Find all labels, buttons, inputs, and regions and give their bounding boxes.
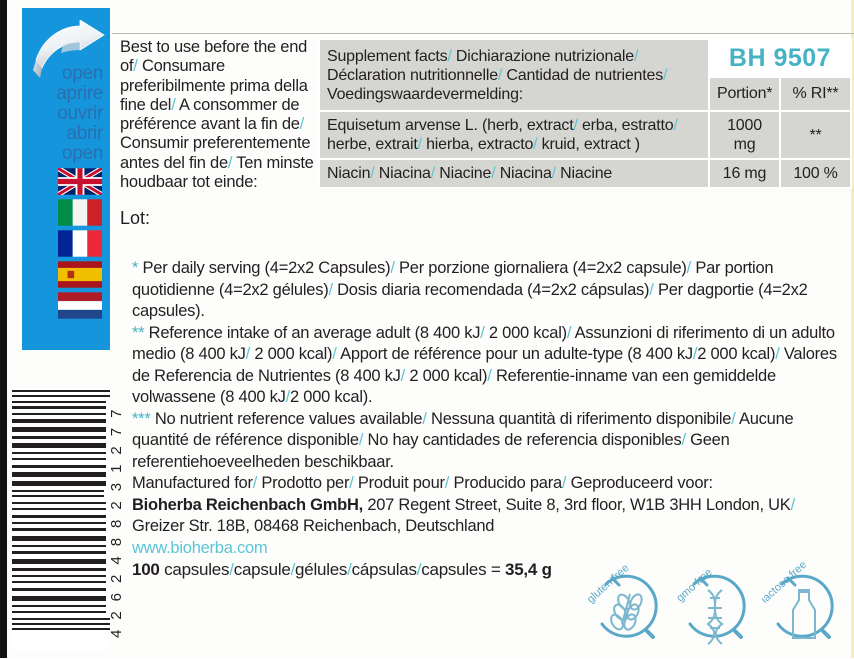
address-uk: 207 Regent Street, Suite 8, 3rd floor, W1B 3HH London, UK/ <box>367 495 795 514</box>
gmo-free-label: gmo free <box>674 566 715 605</box>
facts-header-title: Supplement facts/ Dichiarazione nutrizionale/ Déclaration nutritionnelle/ Cantidad de nutrientes/ Voedingswaardevermelding: <box>319 39 709 111</box>
ingredient-ri: 100 % <box>780 159 851 188</box>
flag-italy <box>58 199 102 226</box>
open-word-nl: open <box>61 143 103 164</box>
ingredient-name: Niacin/ Niacina/ Niacine/ Niacina/ Niacine <box>319 159 709 188</box>
product-code-cell <box>709 39 851 77</box>
barcode-image <box>12 388 110 650</box>
lactose-free-badge <box>762 562 846 654</box>
company-name: Bioherba Reichenbach GmbH, <box>132 495 363 514</box>
language-flags <box>50 168 102 323</box>
website-url[interactable]: www.bioherba.com <box>132 538 268 557</box>
gluten-free-badge <box>586 562 670 654</box>
flag-netherlands <box>58 292 102 319</box>
certification-badges <box>586 562 850 654</box>
footnote-two-star: ** Reference intake of an average adult (8 400 kJ/ 2 000 kcal)/ Assunzioni di riferimento di un adulto medio (8 400 kJ/ 2 000 kcal)/ Apport de référence pour un adulte-type (8 400 kJ/2 000 kcal)/ Valores de Referencia de Nutrientes (8 400 kJ/ 2 000 kcal)/ Referentie-inname van een gemiddelde volwassene (8 400 kJ/2 000 kcal). <box>132 323 837 406</box>
open-word-it: aprire <box>56 83 103 104</box>
net-weight: 35,4 g <box>505 560 552 579</box>
manufacturer-label: Manufactured for/ Prodotto per/ Produit pour/ Producido para/ Geproduceerd voor: <box>132 474 713 492</box>
ingredient-portion: 1000 mg <box>709 111 780 159</box>
manufacturer-address <box>132 495 848 517</box>
supplement-facts-table <box>318 38 852 189</box>
open-word-en: open <box>61 63 103 84</box>
footnotes-block <box>132 258 848 581</box>
address-de: Greizer Str. 18B, 08468 Reichenbach, Deutschland <box>132 517 495 535</box>
barcode-number: 4262488231277 <box>108 399 125 639</box>
footnote-one-star: * Per daily serving (4=2x2 Capsules)/ Per porzione giornaliera (4=2x2 capsule)/ Par portion quotidienne (4=2x2 gélules)/ Dosis diaria recomendada (4=2x2 cápsulas)/ Per dagportie (4=2x2 capsules). <box>132 259 808 320</box>
ingredient-name: Equisetum arvense L. (herb, extract/ erba, estratto/ herbe, extrait/ hierba, extracto/ kruid, extract ) <box>319 111 709 159</box>
capsule-count: 100 <box>132 560 160 579</box>
flag-spain <box>58 261 102 288</box>
ingredient-ri: ** <box>780 111 851 159</box>
table-header-row <box>319 39 851 77</box>
flag-uk <box>58 168 102 195</box>
table-row <box>319 111 851 159</box>
website-link[interactable] <box>132 538 848 560</box>
lot-label: Lot: <box>120 208 151 228</box>
gluten-free-label: gluten free <box>586 562 632 606</box>
footnote-three-star: *** No nutrient reference values available/ Nessuna quantità di riferimento disponibile/ Aucune quantité de référence disponible/ No hay cantidades de referencia disponibles/ Geen referentiehoeveelheden beschikbaar. <box>132 409 794 471</box>
barcode-block <box>8 388 126 650</box>
left-edge-border <box>0 0 7 658</box>
flag-france <box>58 230 102 257</box>
open-words-list <box>22 64 110 164</box>
top-divider-line <box>112 33 854 34</box>
table-row <box>319 159 851 188</box>
best-before-text: Best to use before the end of/ Consumare preferibilmente prima della fine del/ A consommer de préférence avant la fin de/ Consumir preferentemente antes del fin de/ Ten minste houdbaar tot einde: <box>120 38 314 192</box>
capsule-units: capsules/capsule/gélules/cápsulas/capsules <box>164 560 487 579</box>
column-header-portion: Portion* <box>709 77 780 111</box>
product-code: BH 9507 <box>728 43 832 72</box>
open-word-es: abrir <box>66 123 103 144</box>
gmo-free-badge <box>674 562 758 654</box>
open-word-fr: ouvrir <box>57 103 103 124</box>
equals-sign: = <box>490 560 501 579</box>
column-header-ri: % RI** <box>780 77 851 111</box>
ingredient-portion: 16 mg <box>709 159 780 188</box>
lactose-free-label: lactose free <box>762 562 810 606</box>
